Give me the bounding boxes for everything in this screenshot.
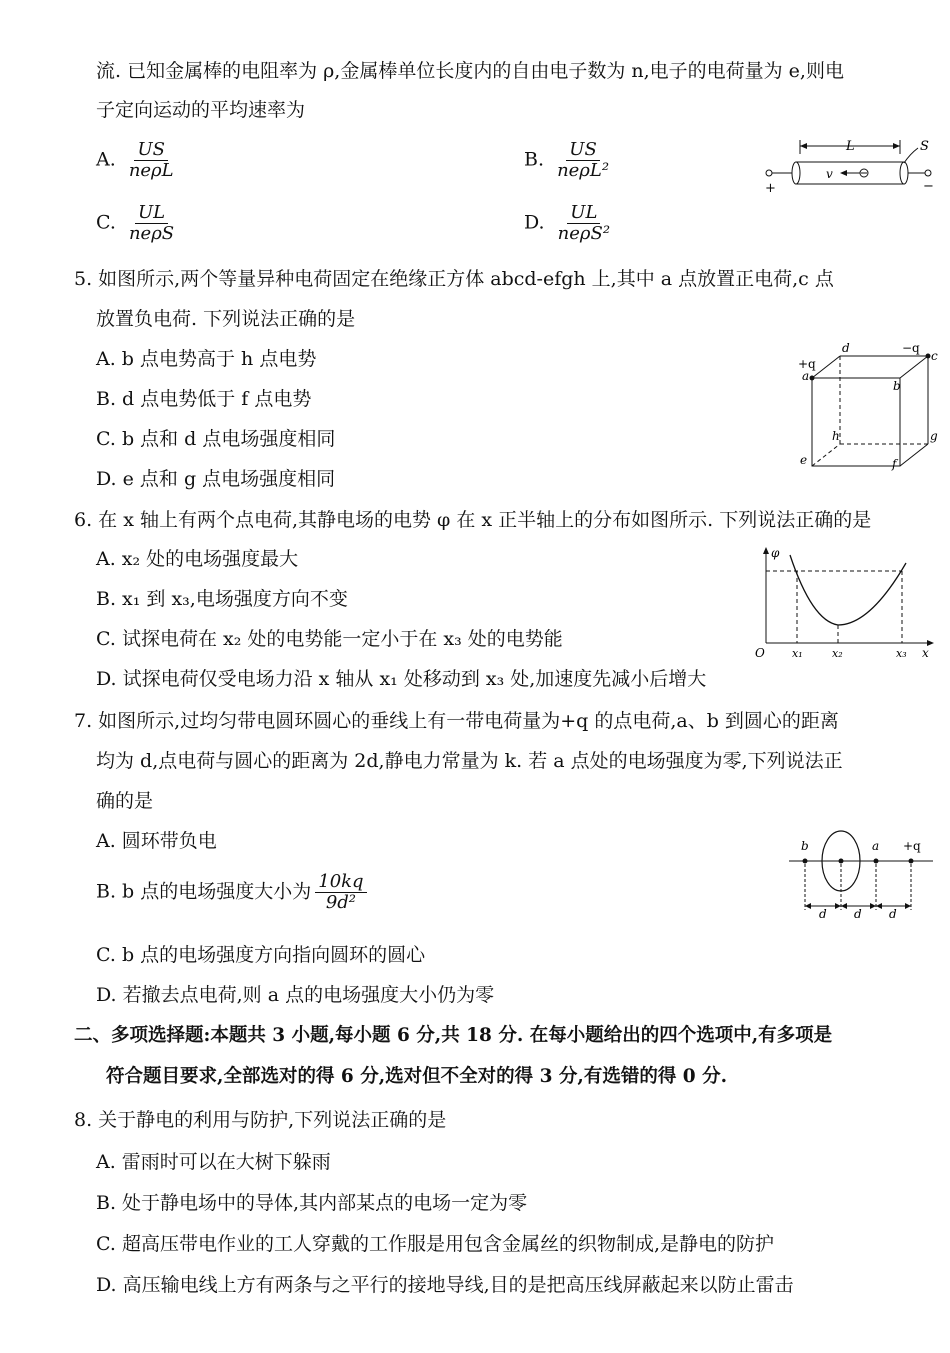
label-charge: +q — [903, 839, 921, 853]
fraction — [315, 872, 366, 913]
q5-option-b: B. d 点电势低于 f 点电势 — [96, 388, 312, 410]
q7-stem-line3: 确的是 — [96, 790, 154, 812]
denominator: neρL — [128, 160, 174, 181]
q5-option-c: C. b 点和 d 点电场强度相同 — [96, 428, 336, 450]
q6-option-a: A. x₂ 处的电场强度最大 — [96, 548, 299, 570]
fraction — [126, 203, 177, 244]
option-letter: C. — [96, 211, 116, 234]
area-label: S — [920, 139, 929, 154]
tick-x2: x₂ — [832, 647, 843, 660]
q4-option-d — [524, 203, 613, 244]
distance-label-1: d — [819, 907, 827, 921]
q4-option-a — [96, 140, 177, 181]
denominator: neρS² — [557, 223, 611, 244]
q6-option-d: D. 试探电荷仅受电场力沿 x 轴从 x₁ 处移动到 x₃ 处,加速度先减小后增大 — [96, 668, 707, 690]
q6-potential-graph — [750, 543, 940, 668]
option-letter: A. — [96, 148, 116, 171]
distance-label-3: d — [889, 907, 897, 921]
q6-stem: 6. 在 x 轴上有两个点电荷,其静电场的电势 φ 在 x 正半轴上的分布如图所示. 下列说法正确的是 — [74, 509, 872, 531]
label-d: d — [842, 341, 850, 355]
label-a: a — [802, 369, 810, 383]
label-a: a — [872, 839, 880, 853]
q8-stem: 8. 关于静电的利用与防护,下列说法正确的是 — [74, 1109, 447, 1131]
q4-rod-figure — [760, 132, 940, 197]
tick-x3: x₃ — [896, 647, 907, 660]
q5-stem-line1: 5. 如图所示,两个等量异种电荷固定在绝缘正方体 abcd-efgh 上,其中 a 点放置正电荷,c 点 — [74, 268, 834, 290]
q4-option-b — [524, 140, 612, 181]
label-h: h — [832, 429, 840, 443]
option-b-prefix: B. b 点的电场强度大小为 — [96, 880, 312, 903]
q7-option-b — [96, 872, 367, 913]
numerator: 10kq — [315, 872, 366, 893]
plus-terminal: + — [765, 181, 776, 196]
fraction — [555, 203, 613, 244]
option-letter: B. — [524, 148, 545, 171]
label-c: c — [931, 349, 938, 363]
label-b: b — [801, 839, 809, 853]
distance-label-2: d — [854, 907, 862, 921]
label-f: f — [892, 457, 897, 471]
q5-option-d: D. e 点和 g 点电场强度相同 — [96, 468, 336, 490]
q4-stem-line2: 子定向运动的平均速率为 — [96, 99, 306, 121]
q4-stem-line1: 流. 已知金属棒的电阻率为 ρ,金属棒单位长度内的自由电子数为 n,电子的电荷量为 e,则电 — [96, 60, 844, 82]
q4-option-c — [96, 203, 177, 244]
label-e: e — [800, 453, 808, 467]
fraction — [126, 140, 177, 181]
label-neg-charge: −q — [902, 341, 920, 355]
origin-label: O — [755, 646, 765, 660]
q7-option-d: D. 若撤去点电荷,则 a 点的电场强度大小仍为零 — [96, 984, 495, 1006]
q5-cube-figure — [790, 340, 940, 475]
q5-stem-line2: 放置负电荷. 下列说法正确的是 — [96, 308, 356, 330]
q8-option-c: C. 超高压带电作业的工人穿戴的工作服是用包含金属丝的织物制成,是静电的防护 — [96, 1233, 774, 1255]
potential-curve — [790, 555, 906, 625]
denominator: neρL² — [557, 160, 610, 181]
q7-stem-line2: 均为 d,点电荷与圆心的距离为 2d,静电力常量为 k. 若 a 点处的电场强度为零,下列说法正 — [96, 750, 843, 772]
q8-option-b: B. 处于静电场中的导体,其内部某点的电场一定为零 — [96, 1192, 528, 1214]
numerator: UL — [567, 203, 600, 224]
length-label: L — [846, 139, 855, 154]
q6-option-b: B. x₁ 到 x₃,电场强度方向不变 — [96, 588, 348, 610]
section2-header-line2: 符合题目要求,全部选对的得 6 分,选对但不全对的得 3 分,有选错的得 0 分. — [106, 1066, 728, 1087]
section2-header-line1: 二、多项选择题:本题共 3 小题,每小题 6 分,共 18 分. 在每小题给出的四个选项中,有多项是 — [74, 1025, 833, 1046]
label-g: g — [930, 429, 938, 443]
x-axis-label: x — [922, 646, 929, 660]
denominator: neρS — [128, 223, 175, 244]
fraction — [554, 140, 612, 181]
y-axis-label: φ — [771, 546, 780, 560]
option-letter: D. — [524, 211, 545, 234]
q8-option-d: D. 高压输电线上方有两条与之平行的接地导线,目的是把高压线屏蔽起来以防止雷击 — [96, 1274, 794, 1296]
q7-option-c: C. b 点的电场强度方向指向圆环的圆心 — [96, 944, 426, 966]
numerator: US — [134, 140, 168, 161]
minus-terminal: − — [923, 179, 934, 194]
label-pos-charge: +q — [798, 357, 816, 371]
velocity-label: v — [826, 167, 833, 181]
denominator: 9d² — [325, 892, 357, 913]
label-b: b — [893, 379, 901, 393]
tick-x1: x₁ — [792, 647, 803, 660]
q5-option-a: A. b 点电势高于 h 点电势 — [96, 348, 317, 370]
q7-option-a: A. 圆环带负电 — [96, 830, 217, 852]
q8-option-a: A. 雷雨时可以在大树下躲雨 — [96, 1151, 331, 1173]
q6-option-c: C. 试探电荷在 x₂ 处的电势能一定小于在 x₃ 处的电势能 — [96, 628, 563, 650]
numerator: UL — [135, 203, 168, 224]
q7-stem-line1: 7. 如图所示,过均匀带电圆环圆心的垂线上有一带电荷量为+q 的点电荷,a、b 到圆心的距离 — [74, 710, 839, 732]
numerator: US — [566, 140, 600, 161]
q7-ring-figure — [785, 828, 935, 923]
